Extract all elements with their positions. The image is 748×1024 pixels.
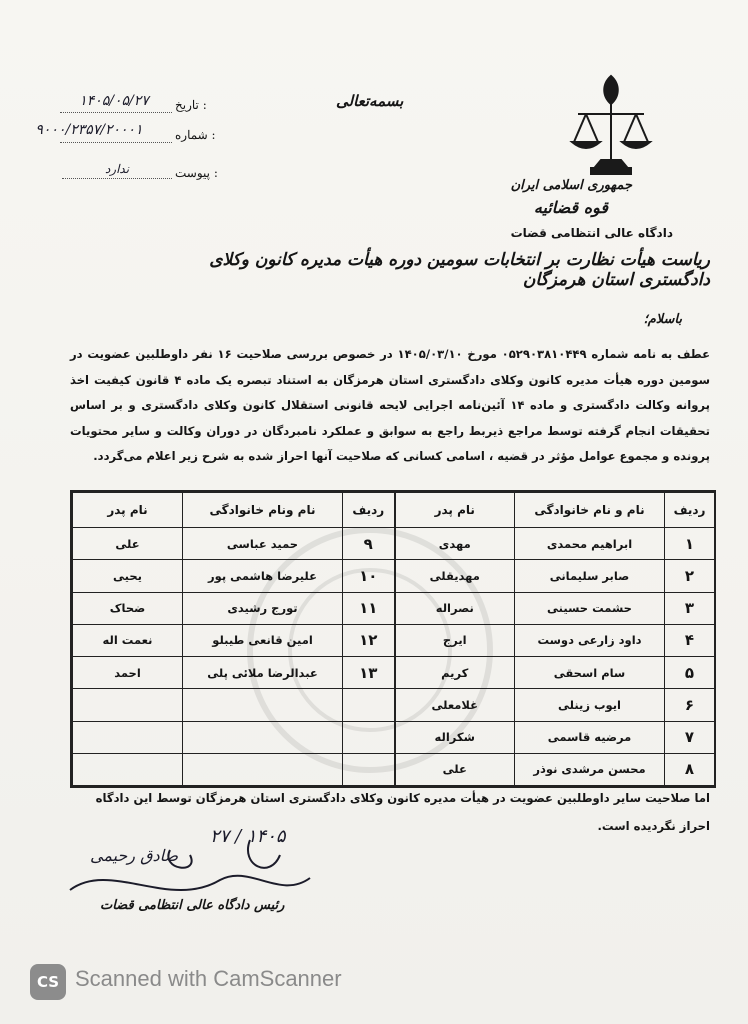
father-name: احمد <box>73 657 183 689</box>
father-name: یحیی <box>73 560 183 592</box>
father-name: ایرج <box>395 624 515 656</box>
camscanner-logo-text: CS <box>36 973 60 991</box>
header-row-number-2: ردیف <box>343 493 395 528</box>
date-line <box>60 112 172 113</box>
table-row <box>73 528 715 560</box>
row-number: ۷ <box>665 721 715 753</box>
father-name: مهدی <box>395 528 515 560</box>
candidate-name: مرضیه قاسمی <box>515 721 665 753</box>
father-name: شکراله <box>395 721 515 753</box>
row-number <box>343 721 395 753</box>
father-name: ضحاک <box>73 592 183 624</box>
candidate-name: حشمت حسینی <box>515 592 665 624</box>
row-number: ۱۰ <box>343 560 395 592</box>
number-line <box>60 142 172 143</box>
table-header-row <box>73 493 715 528</box>
number-label: شماره : <box>175 128 216 142</box>
iran-emblem-icon <box>566 70 656 180</box>
candidate-name: داود زارعی دوست <box>515 624 665 656</box>
father-name: نصراله <box>395 592 515 624</box>
camscanner-logo <box>30 964 66 1000</box>
candidates-table <box>70 490 716 788</box>
father-name <box>73 753 183 785</box>
table-row <box>73 689 715 721</box>
row-number: ۱۳ <box>343 657 395 689</box>
number-value: ۹۰۰۰/۲۳۵۷/۲۰۰۰۱ <box>35 122 143 138</box>
candidate-name <box>183 753 343 785</box>
org-court: دادگاه عالی انتظامی قضات <box>510 226 673 240</box>
row-number: ۱ <box>665 528 715 560</box>
candidate-name: امین قانعی طیبلو <box>183 624 343 656</box>
attachment-value: ندارد <box>104 162 130 176</box>
org-judiciary: قوه قضائیه <box>533 198 608 217</box>
signature-scribble-icon <box>50 820 350 930</box>
father-name <box>73 721 183 753</box>
signatory-title: رئیس دادگاه عالی انتظامی قضات <box>100 898 285 913</box>
father-name: کریم <box>395 657 515 689</box>
handwritten-name: صادق رحیمی <box>90 846 179 865</box>
row-number: ۸ <box>665 753 715 785</box>
father-name <box>73 689 183 721</box>
row-number <box>343 689 395 721</box>
date-value: ۱۴۰۵/۰۵/۲۷ <box>79 93 149 109</box>
candidate-name: علیرضا هاشمی پور <box>183 560 343 592</box>
salutation: باسلام؛ <box>643 312 682 327</box>
row-number: ۹ <box>343 528 395 560</box>
candidate-name: سام اسحقی <box>515 657 665 689</box>
father-name: مهدیقلی <box>395 560 515 592</box>
row-number <box>343 753 395 785</box>
candidate-name: عبدالرضا ملائی پلی <box>183 657 343 689</box>
row-number: ۱۲ <box>343 624 395 656</box>
table-row <box>73 592 715 624</box>
attachment-line <box>62 178 172 179</box>
father-name: غلامعلی <box>395 689 515 721</box>
candidate-name <box>183 721 343 753</box>
candidate-name: حمید عباسی <box>183 528 343 560</box>
attachment-label: پیوست : <box>175 166 218 180</box>
header-name: نام و نام خانوادگی <box>515 493 665 528</box>
handwritten-date: ۱۴۰۵ / ۲۷ <box>210 826 286 847</box>
row-number: ۱۱ <box>343 592 395 624</box>
letter-headline: ریاست هیأت نظارت بر انتخابات سومین دوره هیأت مدیره کانون وکلای دادگستری استان هرمزگان <box>209 250 710 290</box>
table-row <box>73 657 715 689</box>
header-row-number: ردیف <box>665 493 715 528</box>
table-row <box>73 624 715 656</box>
org-country: جمهوری اسلامی ایران <box>510 178 632 193</box>
row-number: ۳ <box>665 592 715 624</box>
table-row <box>73 560 715 592</box>
candidate-name: ابراهیم محمدی <box>515 528 665 560</box>
date-label: تاریخ : <box>175 98 207 112</box>
letter-body: عطف به نامه شماره ۰۵۲۹۰۳۸۱۰۴۴۹ مورخ ۱۴۰۵/۰۳/۱۰ در خصوص بررسی صلاحیت ۱۶ نفر داوطلبین عضویت در سومین دوره هیأت مدیره کانون وکلای دادگستری استان هرمزگان به استناد تبصره یک ماده ۴ قانون کیفیت اخذ پروانه وکالت دادگستری و ماده ۱۴ آئین‌نامه اجرایی لایحه قانونی استقلال کانون وکلای دادگستری و بر اساس تحقیقات انجام گرفته توسط مراجع ذیربط راجع به سوابق و عملکرد نامبردگان در دوران وکالت و سایر محتویات پرونده و مجموع عوامل مؤثر در قضیه ، اسامی کسانی که صلاحیت آنها احراز شده به شرح زیر اعلام می‌گردد. <box>70 347 710 463</box>
candidate-name: محسن مرشدی نوذر <box>515 753 665 785</box>
candidate-name: صابر سلیمانی <box>515 560 665 592</box>
header-name-2: نام ونام خانوادگی <box>183 493 343 528</box>
table-row <box>73 753 715 785</box>
candidate-name: تورج رشیدی <box>183 592 343 624</box>
row-number: ۲ <box>665 560 715 592</box>
row-number: ۶ <box>665 689 715 721</box>
candidate-name: ایوب زینلی <box>515 689 665 721</box>
closing-paragraph: اما صلاحیت سایر داوطلبین عضویت در هیأت مدیره کانون وکلای دادگستری استان هرمزگان توسط این دادگاه احراز نگردیده است. <box>95 791 710 833</box>
row-number: ۴ <box>665 624 715 656</box>
basmala: بسمه‌تعالی <box>336 92 404 110</box>
row-number: ۵ <box>665 657 715 689</box>
camscanner-label: Scanned with CamScanner <box>75 966 342 991</box>
father-name: نعمت اله <box>73 624 183 656</box>
header-father: نام پدر <box>395 493 515 528</box>
table-row <box>73 721 715 753</box>
father-name: علی <box>395 753 515 785</box>
candidate-name <box>183 689 343 721</box>
father-name: علی <box>73 528 183 560</box>
header-father-2: نام پدر <box>73 493 183 528</box>
